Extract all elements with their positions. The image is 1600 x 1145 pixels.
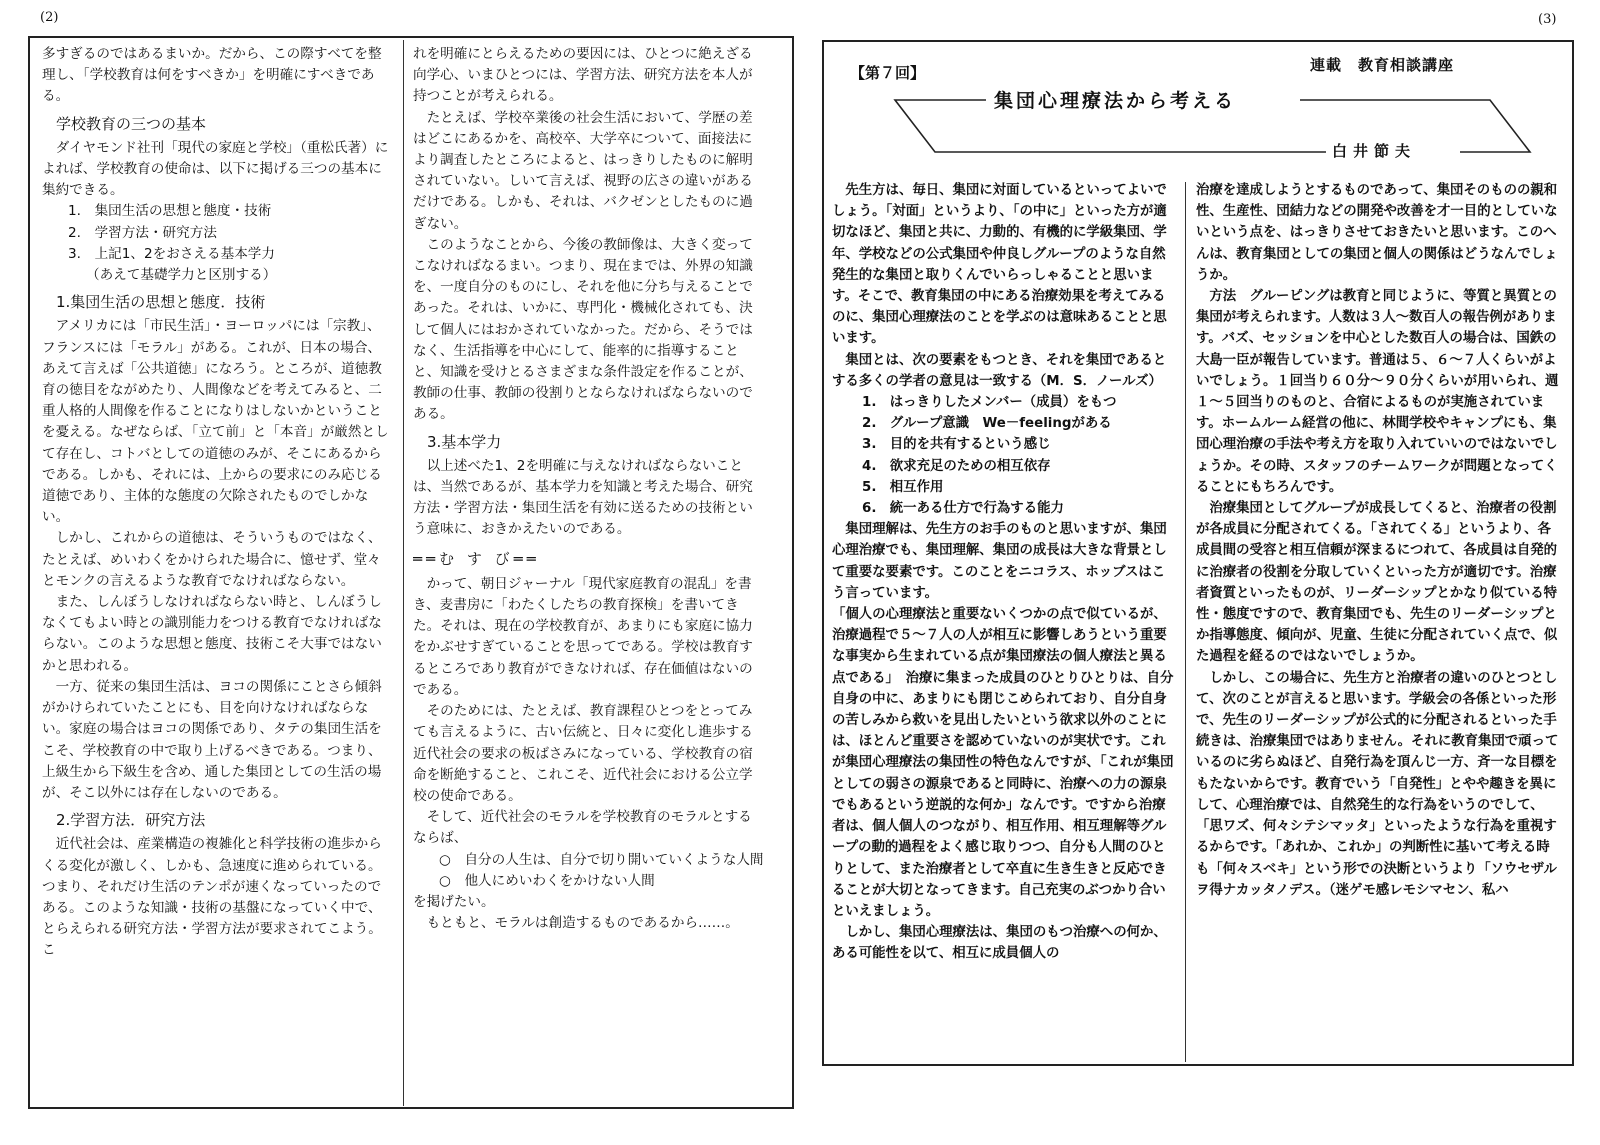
paragraph: もともと、モラルは創造するものであるから……。 <box>426 915 739 932</box>
paragraph: 治療集団としてグループが成長してくると、治療者の役割が各成員に分配されてくる。「されてくる」というより、各成員間の受容と相互信頼が深まるにつれて、各成員は自発的に治療者の役割を分取していくといった方が適切です。治療者資質といったものが、リーダーシップとかなり似ている特性・態度ですので、教育集団でも、先生のリーダーシップとか指導態度、傾向が、児童、生徒に分配されていく点で、似た過程を経るのではないでしょうか。 <box>1196 501 1558 665</box>
section-heading: 3.基本学力 <box>427 432 502 451</box>
paragraph: たとえば、学校卒業後の社会生活において、学歴の差はどこにあるかを、高校卒、大学卒について、面接法により調査したところによると、はっきりしたものに解明されていない。しいて言えば、視野の広さの違いがあるだけである。しかも、それは、バクゼンとしたものに過ぎない。 <box>413 109 753 232</box>
paragraph: 治療を達成しようとするものであって、集団そのものの親和性、生産性、団結力などの開発や改善を才一目的としていないという点を、はっきりさせておきたいと思います。このへんは、教育集団としての集団と個人の関係はどうなんでしょうか。 <box>1196 183 1558 283</box>
paragraph: 先生方は、毎日、集団に対面しているといってよいでしょう。「対面」というより、「の中に」といった方が適切なほど、集団と共に、力動的、有機的に学級集団、学年、学校などの公式集団や仲良しグループのような自然発生的な集団と取りくんでいらっしゃることと思います。そこで、教育集団の中にある治療効果を考えてみるのに、集団心理療法のことを学ぶのは意味あることと思います。 <box>832 183 1167 347</box>
right-page-number: (3) <box>1538 12 1557 27</box>
list-item: 4. 欲求充足のための相互依存 <box>862 458 1051 474</box>
section-heading: 2.学習方法．研究方法 <box>56 811 206 830</box>
list-item-note: （あえて基礎学力と区別する） <box>86 267 277 284</box>
list-item: 6. 統一ある仕方で行為する能力 <box>862 501 1064 517</box>
paragraph: 集団とは、次の要素をもつとき、それを集団であるとする多くの学者の意見は一致する（M．S．ノールズ） <box>832 352 1167 389</box>
series-label: 連載 教育相談講座 <box>1310 56 1455 74</box>
left-page-number: (2) <box>40 10 59 25</box>
paragraph: 以上述べた1、2を明確に与えなければならないことは、当然であるが、基本学力を知識と考えた場合、研究方法・学習方法・集団生活を有効に送るための技術という意味に、おきかえたいのである。 <box>413 457 753 538</box>
title-banner-frame <box>0 0 1600 200</box>
paragraph: れを明確にとらえるための要因には、ひとつに絶えざる向学心、いまひとつには、学習方法、研究方法を本人が持つことが考えられる。 <box>413 46 753 105</box>
paragraph: を掲げたい。 <box>413 893 495 910</box>
section-heading: 1.集団生活の思想と態度．技術 <box>56 293 266 312</box>
episode-badge: 【第７回】 <box>850 64 926 82</box>
paragraph: 「個人の心理療法と重要ないくつかの点で似ているが、治療過程で５～７人の人が相互に影響しあうという重要な事実から生まれている点が集団療法の個人療法と異る点である」 治療に集まった成員のひとりひとりは、自分自身の中に、あまりにも閉じこめられており、自分自身の苦しみから救いを見出したいという欲求以外のことには、ほとんど重要さを認めていないのが実状です。これが集団心理療法の集団性の特色なんですが、「これが集団としての弱さの源泉であると同時に、治療への力の源泉でもあるという逆説的な何か」なんです。ですから治療者は、個人個人のつながり、相互作用、相互理解等グループの動的過程をよく感じ取りつつ、自分も人間のひとりとして、また治療者として卒直に生き生きと反応できることが大切となってきます。自己充実のぶつかり合いといえましょう。 <box>832 607 1174 919</box>
paragraph: しかし、この場合に、先生方と治療者の違いのひとつとして、次のことが言えると思います。学級会の各係といった形で、先生のリーダーシップが公式的に分配されるといった手続きは、治療集団ではありません。それに教育集団で頑っているのに劣らぬほど、自発行為を頂んじ一方、斉一な目標をもたないからです。教育でいう「自発性」とやや趣きを異にして、心理治療では、自然発生的な行為をいうのでして、「思ワズ、何々シテシマッタ」といったような行為を重視するからです。「あれか、これか」の判断性に基いて考える時も「何々スベキ」という形での決断というより「ソウセザルヲ得ナカッタノデス。（迷ゲモ感レモシマセン、私ハ <box>1196 670 1559 898</box>
paragraph: そのためには、たとえば、教育課程ひとつをとってみても言えるように、古い伝統と、日々に変化し進歩する近代社会の要求の板ばさみになっている、学校教育の宿命を断絶すること、これこそ、近代社会における公立学校の使命である。 <box>413 703 753 804</box>
paragraph: 方法 グルーピングは教育と同じように、等質と異質との集団が考えられます。人数は３人～数百人の報告例があります。バズ、セッションを中心とした数百人の場合は、国鉄の大島一臣が報告しています。普通は５、６～７人くらいがよいでしょう。１回当り６０分～９０分くらいが用いられ、週１～５回当りのものと、合宿によるものが実施されています。ホームルーム経営の他に、林間学校やキャンプにも、集団心理治療の手法や考え方を取り入れていいのではないでしょうか。その時、スタッフのチームワークが問題となってくることにもちろんです。 <box>1196 289 1559 495</box>
list-item: ○ 自分の人生は、自分で切り開いていくような人間 <box>439 851 764 868</box>
author-name: 白井節夫 <box>1326 140 1422 161</box>
paragraph: しかし、これからの道徳は、そういうものではなく、たとえば、めいわくをかけられた場合に、憶せず、堂々とモンクの言えるような教育でなければならない。 <box>42 530 382 589</box>
paragraph: そして、近代社会のモラルを学校教育のモラルとするならば、 <box>413 809 752 847</box>
article-title: 集団心理療法から考える <box>988 86 1242 113</box>
list-item: 3. 目的を共有するという感じ <box>862 437 1051 453</box>
paragraph: このようなことから、今後の教師像は、大きく変ってこなければなるまい。つまり、現在までは、外界の知識を、一度自分のものにし、それを他に分ち与えることであった。それは、いかに、専門化・機械化されても、決して個人にはおかされていなかった。だから、そうではなく、生活指導を中心にして、能率的に指導することと、知識を受けとるさまざまな条件設定を作ることが、教師の仕事、教師の役割りとならなければならないのである。 <box>413 236 753 423</box>
list-item: 5. 相互作用 <box>862 479 944 495</box>
right-column-2 <box>1196 180 1560 1062</box>
list-item: 2. グループ意識 We－feelingがある <box>862 416 1112 432</box>
paragraph: かって、朝日ジャーナル「現代家庭教育の混乱」を書き、麦書房に「わたくしたちの教育探検」を書いてきた。それは、現在の学校教育が、あまりにも家庭に協力をかぶせすぎていることを思ってである。学校は教育するところであり教育ができなければ、存在価値はないのである。 <box>413 575 753 698</box>
paragraph: ダイヤモンド社刊「現代の家庭と学校」（重松氏著）によれば、学校教育の使命は、以下に掲げる三つの基本に集約できる。 <box>42 139 389 199</box>
paragraph: 多すぎるのではあるまいか。だから、この際すべてを整理し、「学校教育は何をすべきか」を明確にすべきである。 <box>42 46 382 105</box>
left-column-1 <box>42 44 392 1102</box>
left-column-2 <box>413 44 765 1102</box>
list-item: 3. 上記1、2をおさえる基本学力 <box>68 245 275 262</box>
paragraph: アメリカには「市民生活」・ヨーロッパには「宗教」、フランスには「モラル」がある。これが、日本の場合、あえて言えば「公共道徳」になろう。ところが、道徳教育の徳目をながめたり、人間像などを考えてみると、二重人格的人間像を作ることになりはしないかということを憂える。なぜならば、「立て前」と「本音」が厳然として存在し、コトバとしての道徳のみが、そこにあるからである。しかも、それには、上からの要求にのみ応じる道徳であり、主体的な態度の欠除されたものでしかない。 <box>42 318 389 526</box>
right-column-1 <box>832 180 1176 1062</box>
paragraph: 近代社会は、産業構造の複雑化と科学技術の進歩からくる変化が激しく、しかも、急速度に進められている。つまり、それだけ生活のテンポが速くなっていったのである。このような知識・技術の基盤になっていく中で、とらえられる研究方法・学習方法が要求されてこよう。こ <box>42 836 382 959</box>
section-heading-conclusion: ══む す び══ <box>413 549 540 568</box>
right-column-divider <box>1185 182 1186 1062</box>
section-heading: 学校教育の三つの基本 <box>56 114 207 133</box>
paragraph: 集団理解は、先生方のお手のものと思いますが、集団心理治療でも、集団理解、集団の成長は大きな背景として重要な要素です。このことをニコラス、ホッブスはこう言っています。 <box>832 522 1167 601</box>
list-item: 2. 学習方法・研究方法 <box>68 224 217 241</box>
paragraph: しかし、集団心理療法は、集団のもつ治療への何か、ある可能性を以て、相互に成員個人の <box>832 925 1167 962</box>
list-item: 1. はっきりしたメンバー（成員）をもつ <box>862 395 1117 411</box>
paragraph: 一方、従来の集団生活は、ヨコの関係にことさら傾斜がかけられていたことにも、目を向けなければならない。家庭の場合はヨコの関係であり、タテの集団生活をこそ、学校教育の中で取り上げるべきである。つまり、上級生から下級生を含め、通した集団としての生活の場が、そこ以外には存在しないのである。 <box>42 678 382 801</box>
list-item: ○ 他人にめいわくをかけない人間 <box>439 872 655 889</box>
paragraph: また、しんぼうしなければならない時と、しんぼうしなくてもよい時との識別能力をつける教育でなければならない。このような思想と態度、技術こそ大事ではないかと思われる。 <box>42 594 382 674</box>
list-item: 1. 集団生活の思想と態度・技術 <box>68 203 272 220</box>
